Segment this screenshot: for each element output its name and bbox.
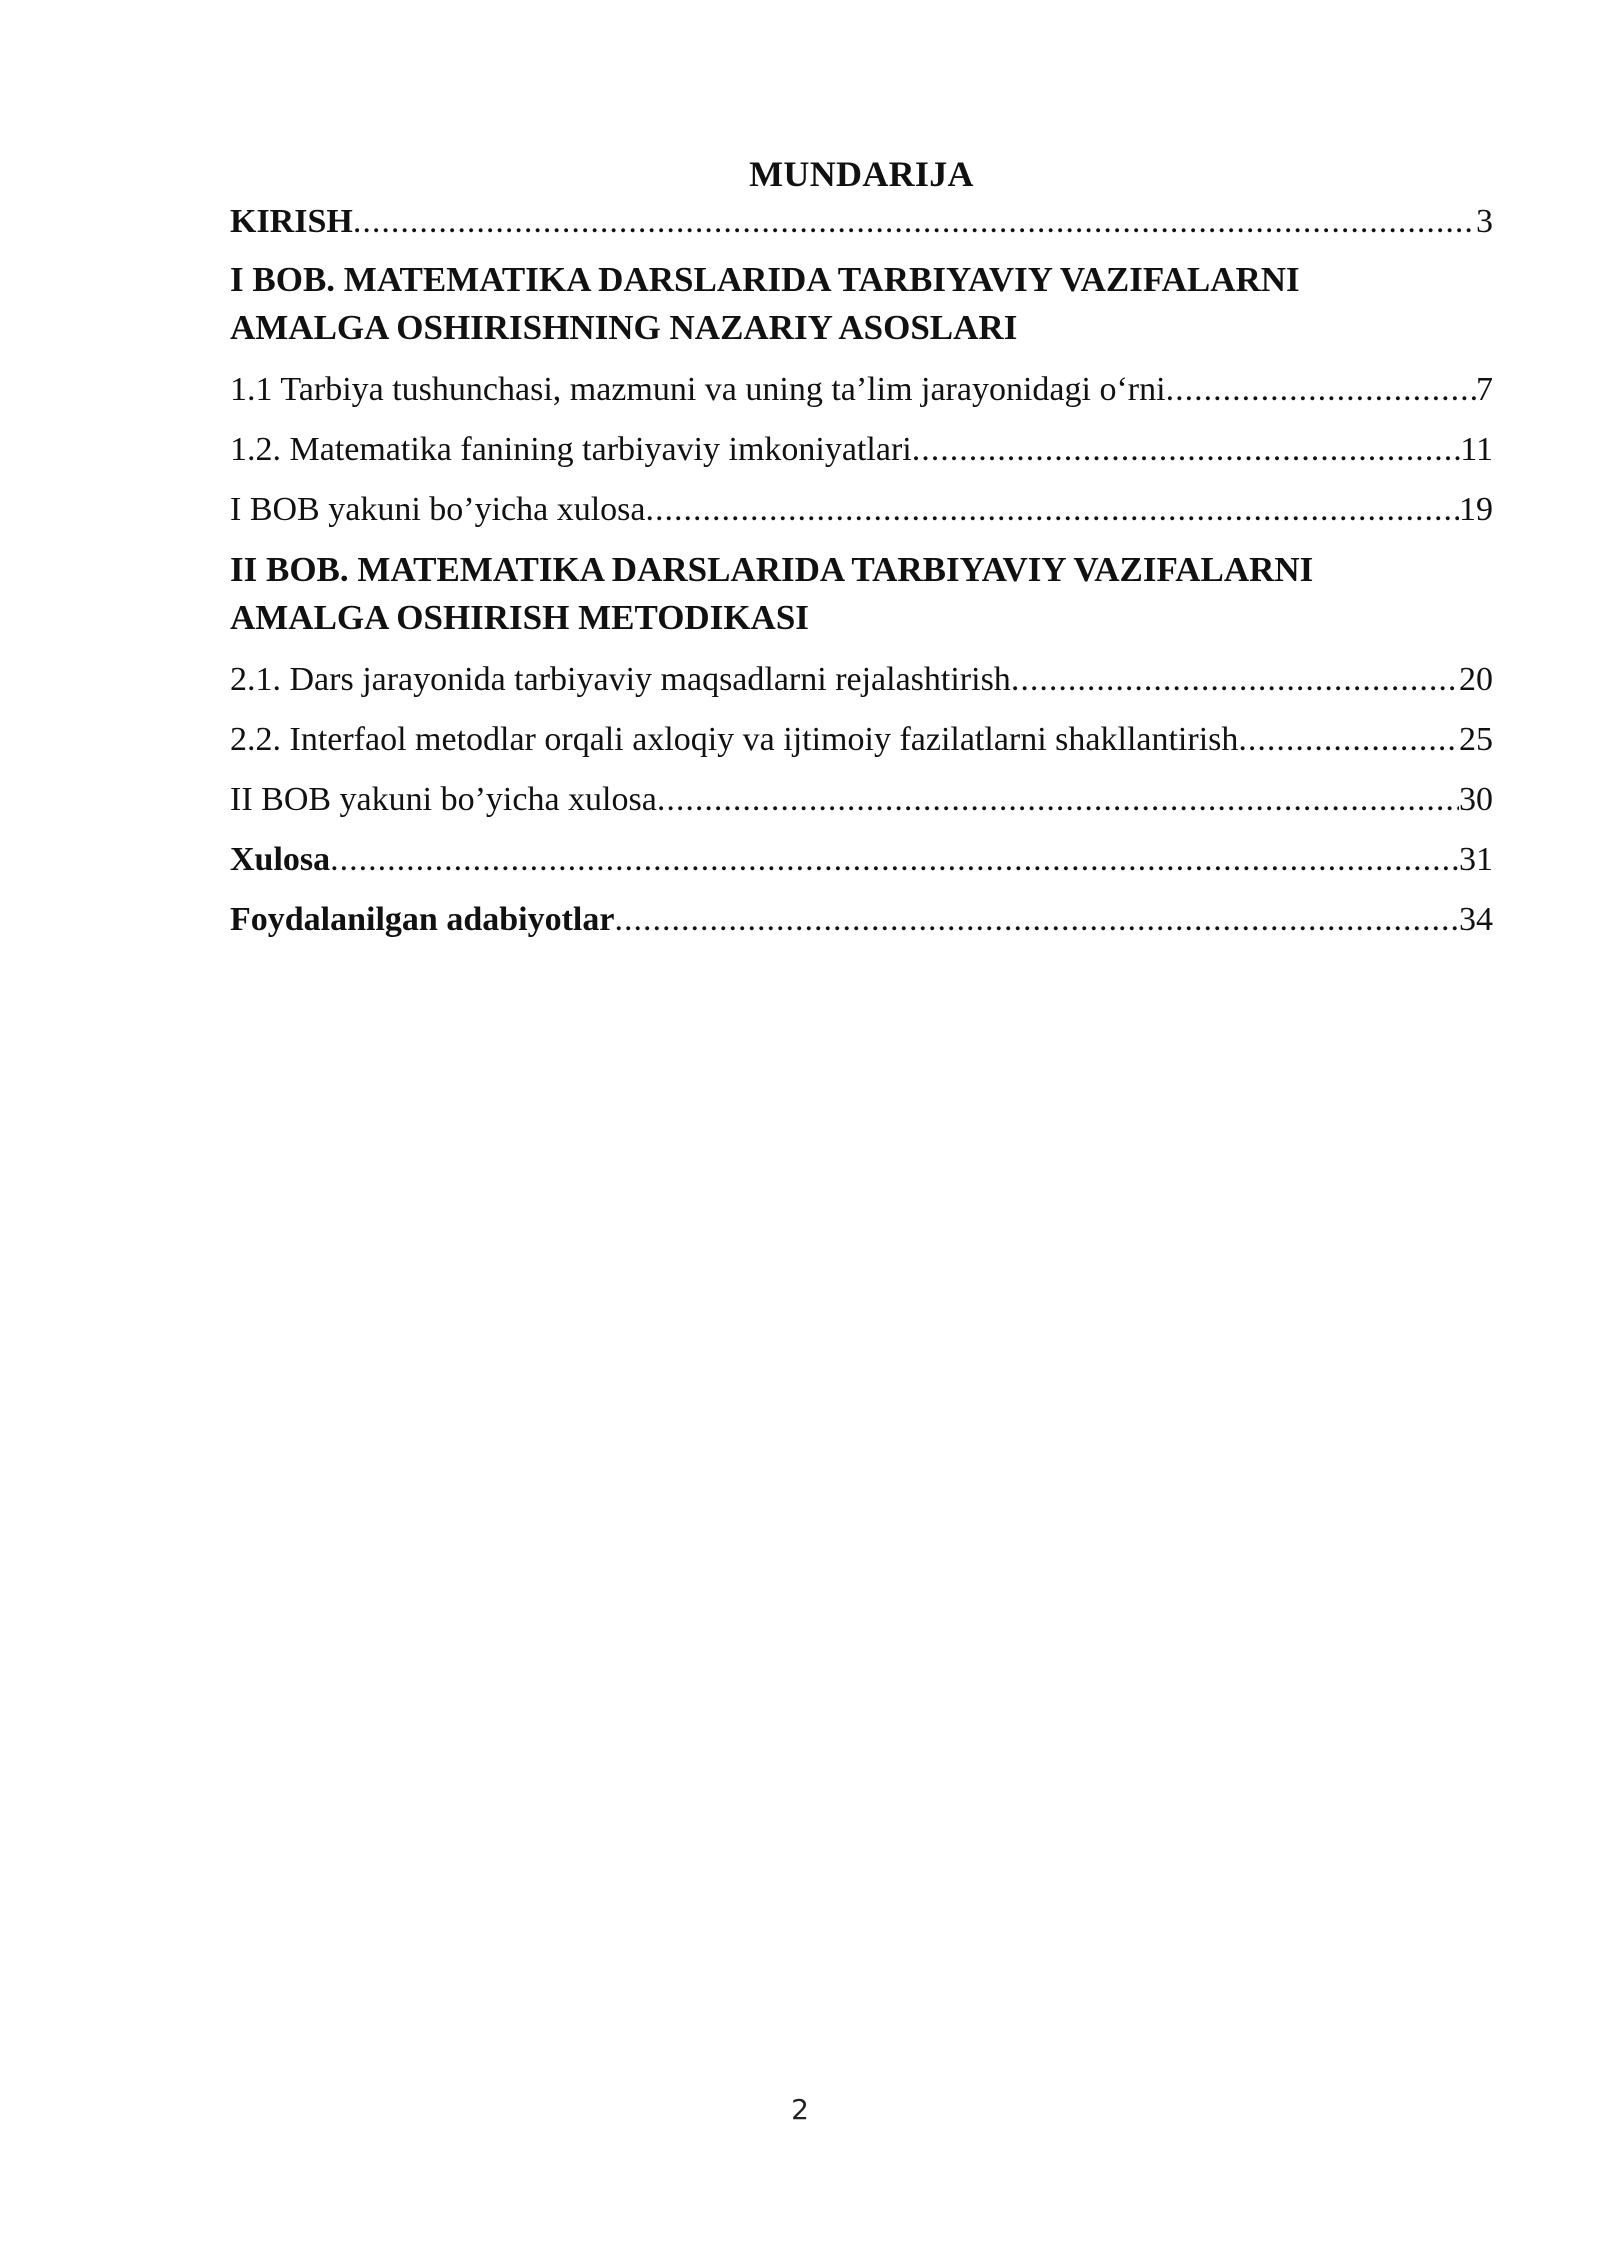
toc-entry-page: 31 bbox=[1459, 841, 1493, 878]
toc-entry-label: II BOB yakuni bo’yicha xulosa bbox=[230, 781, 657, 818]
toc-entry-label: 1.2. Matematika fanining tarbiyaviy imkoniyatlari bbox=[230, 431, 912, 468]
toc-entry-page: 11 bbox=[1460, 431, 1493, 468]
dot-leader bbox=[646, 486, 1460, 534]
toc-entry-label: Foydalanilgan adabiyotlar bbox=[230, 901, 615, 938]
table-of-contents bbox=[230, 150, 1493, 956]
toc-entry-page: 7 bbox=[1476, 371, 1493, 408]
dot-leader bbox=[330, 836, 1459, 884]
dot-leader bbox=[614, 896, 1459, 944]
chapter-heading-line: II BOB. MATEMATIKA DARSLARIDA TARBIYAVIY VAZIFALARNI bbox=[230, 550, 1314, 589]
toc-entry bbox=[230, 716, 1493, 764]
dot-leader bbox=[1011, 656, 1459, 704]
dot-leader bbox=[657, 776, 1459, 824]
page-number: 2 bbox=[791, 2093, 809, 2126]
toc-entry bbox=[230, 776, 1493, 824]
toc-entry-label: Xulosa bbox=[230, 841, 331, 878]
toc-entry-label: 2.1. Dars jarayonida tarbiyaviy maqsadlarni rejalashtirish bbox=[230, 661, 1011, 698]
toc-entry bbox=[230, 656, 1493, 704]
toc-entry bbox=[230, 486, 1493, 534]
toc-entry bbox=[230, 426, 1493, 474]
toc-entry-label: I BOB yakuni bo’yicha xulosa bbox=[230, 491, 646, 528]
chapter-heading-2 bbox=[230, 546, 1493, 642]
toc-entry-label: 2.2. Interfaol metodlar orqali axloqiy va ijtimoiy fazilatlarni shakllantirish bbox=[230, 721, 1239, 758]
chapter-heading-line: AMALGA OSHIRISH METODIKASI bbox=[230, 598, 809, 637]
toc-entry-conclusion bbox=[230, 836, 1493, 884]
toc-entry-references bbox=[230, 896, 1493, 944]
toc-entry-intro bbox=[230, 198, 1493, 246]
chapter-heading-1 bbox=[230, 256, 1493, 352]
dot-leader bbox=[353, 198, 1476, 246]
page-title: MUNDARIJA bbox=[749, 154, 974, 194]
toc-entry bbox=[230, 366, 1493, 414]
toc-entry-label: KIRISH bbox=[230, 203, 353, 240]
toc-entry-page: 20 bbox=[1459, 661, 1493, 698]
dot-leader bbox=[912, 426, 1461, 474]
toc-entry-label: 1.1 Tarbiya tushunchasi, mazmuni va uning ta’lim jarayonidagi o‘rni bbox=[230, 371, 1166, 408]
toc-entry-page: 30 bbox=[1459, 781, 1493, 818]
toc-entry-page: 3 bbox=[1476, 203, 1493, 240]
toc-entry-page: 34 bbox=[1459, 901, 1493, 938]
toc-entry-page: 19 bbox=[1459, 491, 1493, 528]
dot-leader bbox=[1238, 716, 1459, 764]
dot-leader bbox=[1166, 366, 1476, 414]
chapter-heading-line: AMALGA OSHIRISHNING NAZARIY ASOSLARI bbox=[230, 308, 1018, 347]
chapter-heading-line: I BOB. MATEMATIKA DARSLARIDA TARBIYAVIY VAZIFALARNI bbox=[230, 260, 1300, 299]
toc-entry-page: 25 bbox=[1459, 721, 1493, 758]
